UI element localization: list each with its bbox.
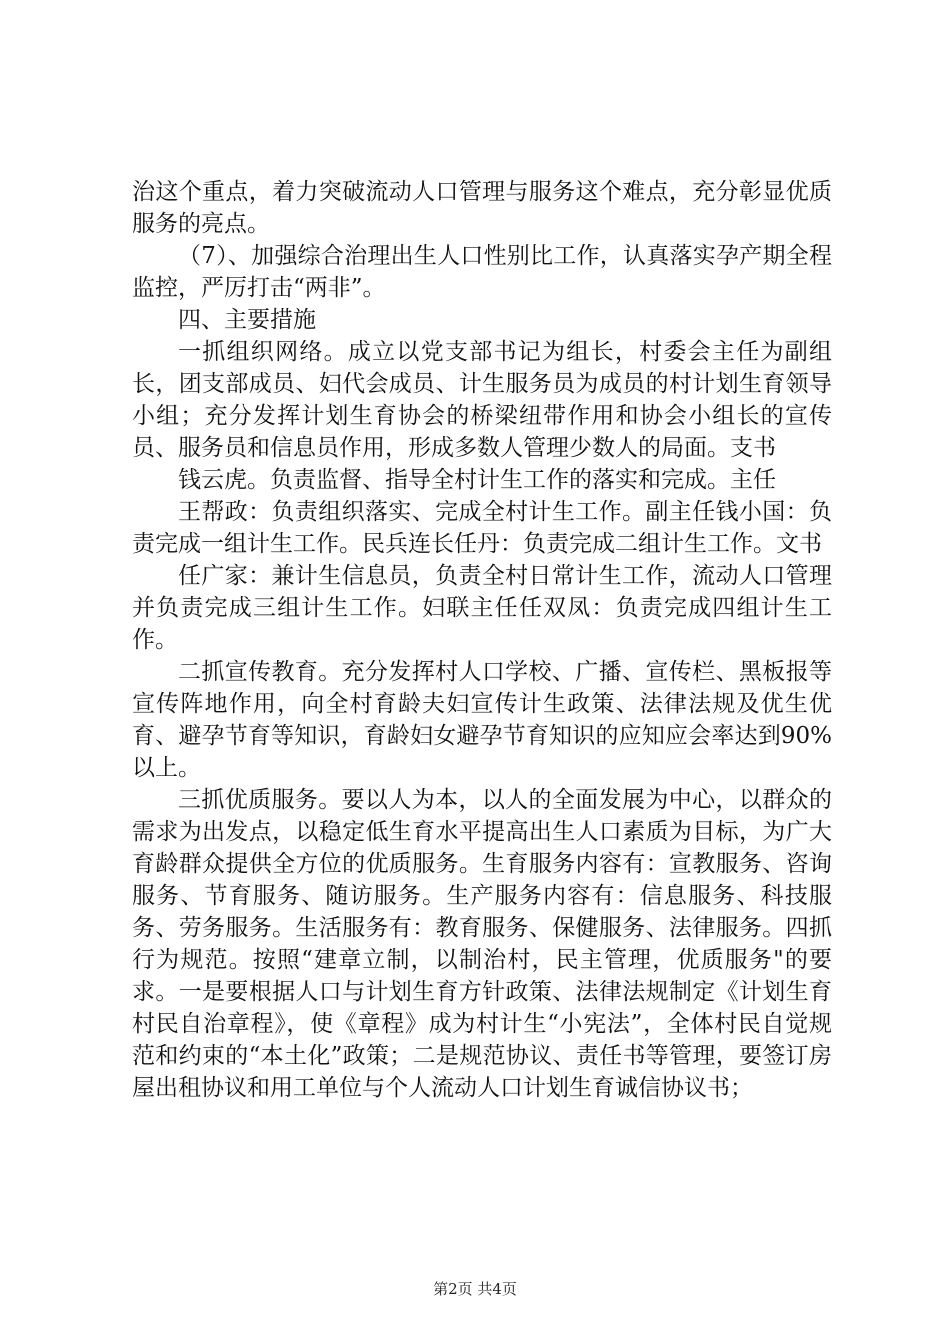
paragraph-7: 二抓宣传教育。充分发挥村人口学校、广播、宣传栏、黑板报等宣传阵地作用，向全村育龄夫妇宣传计生政策、法律法规及优生优育、避孕节育等知识，育龄妇女避孕节育知识的应知应会率达到90%以上。 xyxy=(132,659,832,781)
paragraph-1: 治这个重点，着力突破流动人口管理与服务这个难点，充分彰显优质服务的亮点。 xyxy=(132,179,832,237)
paragraph-2: （7）、加强综合治理出生人口性别比工作，认真落实孕产期全程监控，严厉打击“两非”。 xyxy=(132,243,832,301)
paragraph-5: 王帮政：负责组织落实、完成全村计生工作。副主任钱小国：负责完成一组计生工作。民兵连长任丹：负责完成二组计生工作。文书 xyxy=(132,499,832,557)
paragraph-8: 三抓优质服务。要以人为本，以人的全面发展为中心，以群众的需求为出发点，以稳定低生育水平提高出生人口素质为目标，为广大育龄群众提供全方位的优质服务。生育服务内容有：宣教服务、咨询服务、节育服务、随访服务。生产服务内容有：信息服务、科技服务、劳务服务。生活服务有：教育服务、保健服务、法律服务。四抓行为规范。按照“建章立制，以制治村，民主管理，优质服务"的要求。一是要根据人口与计划生育方针政策、法律法规制定《计划生育村民自治章程》，使《章程》成为村计生“小宪法”，全体村民自觉规范和约束的“本土化”政策；二是规范协议、责任书等管理，要签订房屋出租协议和用工单位与个人流动人口计划生育诚信协议书； xyxy=(132,787,832,1101)
page-number: 第2页 共4页 xyxy=(433,1280,517,1298)
paragraph-4: 钱云虎。负责监督、指导全村计生工作的落实和完成。主任 xyxy=(178,467,776,493)
paragraph-3: 一抓组织网络。成立以党支部书记为组长，村委会主任为副组长，团支部成员、妇代会成员、计生服务员为成员的村计划生育领导小组；充分发挥计划生育协会的桥梁纽带作用和协会小组长的宣传员、服务员和信息员作用，形成多数人管理少数人的局面。支书 xyxy=(132,339,832,461)
document-body xyxy=(132,176,832,1104)
paragraph-6: 任广家：兼计生信息员，负责全村日常计生工作，流动人口管理并负责完成三组计生工作。妇联主任任双凤：负责完成四组计生工作。 xyxy=(132,563,832,653)
section-heading: 四、主要措施 xyxy=(178,307,316,333)
